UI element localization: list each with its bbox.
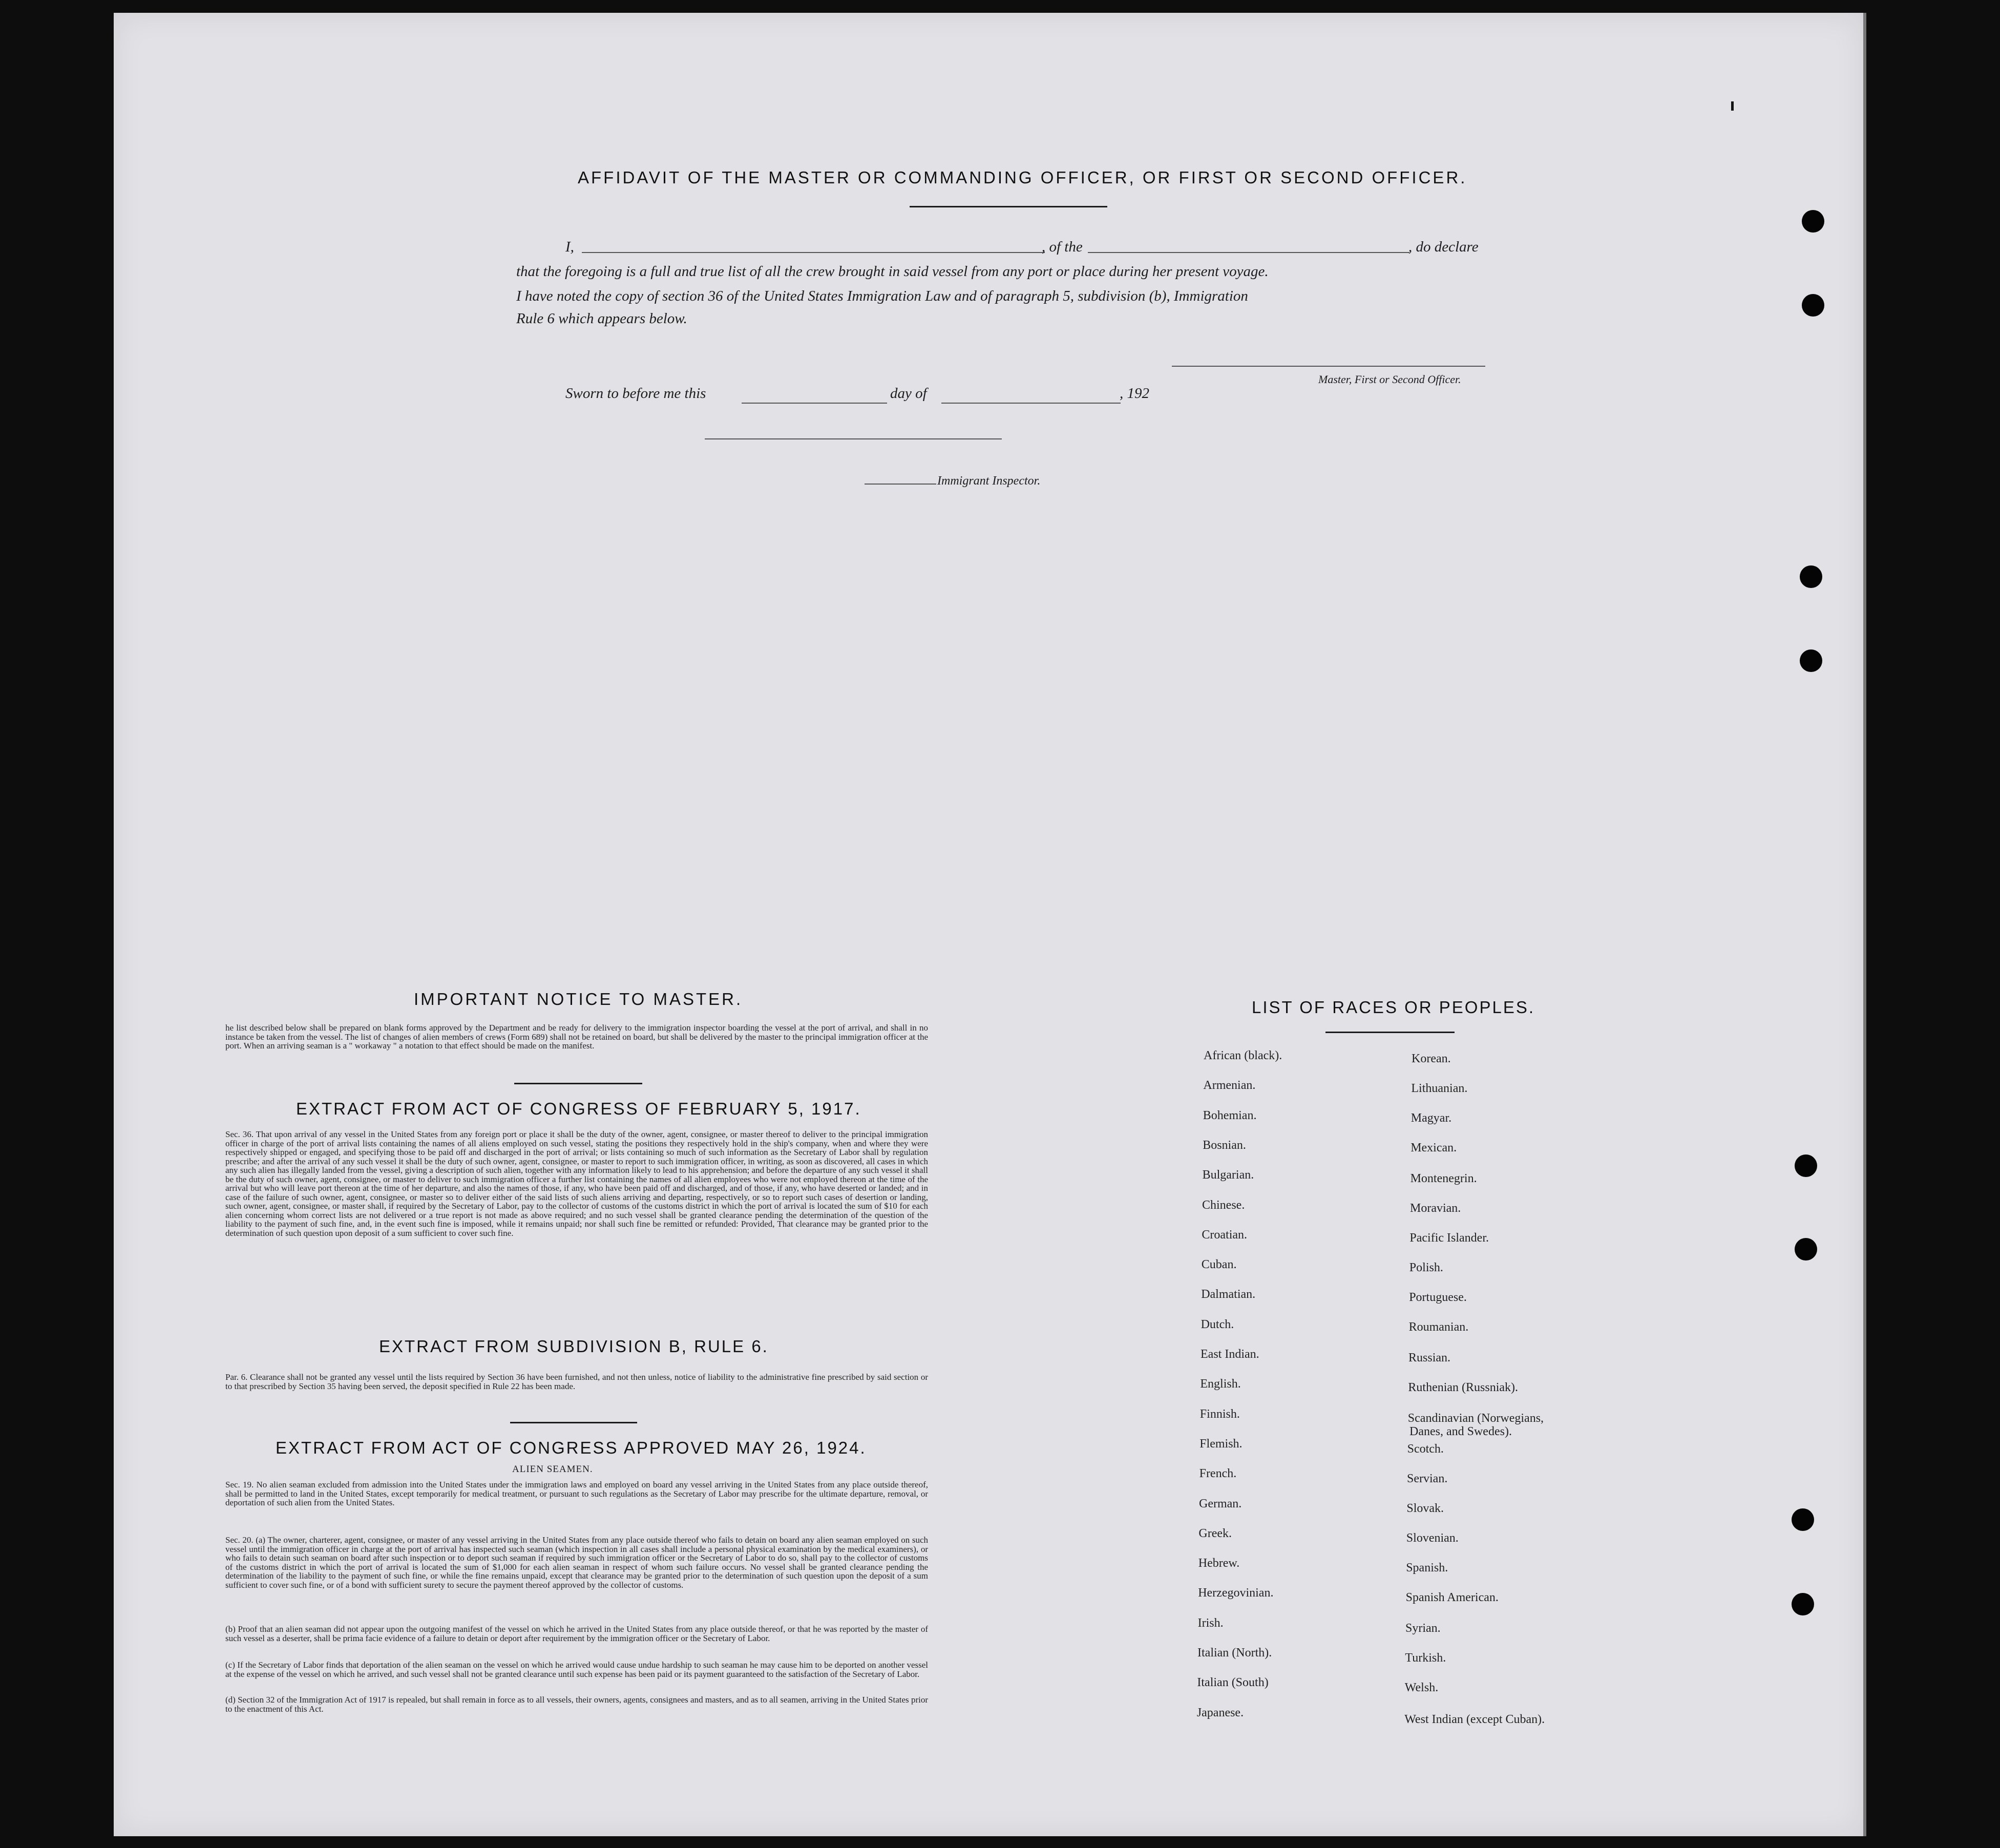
affidavit-line-3: I have noted the copy of section 36 of the United States Immigration Law and of paragraph 5, subdivision (b), Immigration: [516, 288, 1248, 304]
race-item: Italian (North).: [1197, 1646, 1272, 1660]
race-item: English.: [1200, 1377, 1241, 1391]
race-item: Magyar.: [1410, 1111, 1452, 1125]
corner-mark: [1731, 101, 1734, 111]
race-item: Portuguese.: [1409, 1291, 1467, 1304]
race-item: Russian.: [1408, 1351, 1451, 1364]
affidavit-of-the: , of the: [1042, 239, 1083, 255]
signature-line: [1172, 366, 1485, 367]
race-item: Finnish.: [1199, 1407, 1240, 1421]
race-item: Moravian.: [1410, 1202, 1461, 1215]
name-blank-line: [582, 252, 1045, 253]
race-item: French.: [1199, 1467, 1237, 1481]
day-blank-line: [742, 403, 887, 404]
race-item: African (black).: [1204, 1049, 1282, 1062]
punch-hole: [1800, 565, 1822, 588]
race-item: Syrian.: [1405, 1622, 1441, 1635]
notice-text: he list described below shall be prepared on blank forms approved by the Department and be ready for delivery to the immigration inspector boarding the vessel at the port of arrival, and shall in no instance be taken from the vessel. The list of changes of alien members of crews (Form 689) shall not be retained on board, but shall be delivered by the master to the principal immigration officer at the port. When an arriving seaman is a " workaway " a notation to that effect should be made on the manifest.: [225, 1023, 928, 1051]
year-label: , 192: [1120, 385, 1149, 402]
race-item: Servian.: [1407, 1472, 1448, 1485]
month-blank-line: [941, 403, 1121, 404]
race-item: Scandinavian (Norwegians,: [1407, 1412, 1544, 1425]
race-item: Slovak.: [1406, 1502, 1444, 1515]
races-title: LIST OF RACES OR PEOPLES.: [1252, 998, 1535, 1017]
race-item: West Indian (except Cuban).: [1404, 1713, 1545, 1726]
race-item: Turkish.: [1405, 1651, 1446, 1665]
extract-1917-title: EXTRACT FROM ACT OF CONGRESS OF FEBRUARY 5, 1917.: [296, 1099, 861, 1118]
race-item: Danes, and Swedes).: [1409, 1425, 1512, 1438]
divider: [910, 206, 1107, 207]
race-item: Bulgarian.: [1202, 1168, 1254, 1182]
day-of-label: day of: [890, 385, 927, 402]
race-item: Montenegrin.: [1410, 1172, 1477, 1185]
punch-hole: [1792, 1508, 1814, 1531]
affidavit-line-2: that the foregoing is a full and true list of all the crew brought in said vessel from any port or place during her present voyage.: [516, 263, 1269, 280]
race-item: Croatian.: [1202, 1228, 1248, 1242]
race-item: Korean.: [1412, 1052, 1451, 1065]
extract-1924-sec20c: (c) If the Secretary of Labor finds that deportation of the alien seaman on the vessel on which he arrived would cause undue hardship to such seaman he may cause him to be deported on another vessel at the expense of the vessel on which he arrived, and such vessel shall not be granted clearance until such expense has been paid or its payment guaranteed to the satisfaction of the Secretary of Labor.: [225, 1660, 928, 1679]
extract-rule6-title: EXTRACT FROM SUBDIVISION B, RULE 6.: [379, 1337, 769, 1356]
extract-1924-sec20b: (b) Proof that an alien seaman did not appear upon the outgoing manifest of the vessel on which he arrived in the United States from any place outside thereof, or that he was reported by the master of such vessel as a deserter, shall be prima facie evidence of a failure to detain or deport after requirement by the immigration officer or the Secretary of Labor.: [225, 1624, 928, 1643]
affidavit-line-4: Rule 6 which appears below.: [516, 310, 687, 327]
race-item: Irish.: [1197, 1616, 1224, 1630]
extract-1924-sec20a: Sec. 20. (a) The owner, charterer, agent, consignee, or master of any vessel arriving in the United States from any place outside thereof who fails to detain on board any alien seaman employed on such vessel until the immigration officer in charge at the port of arrival has inspected such seaman (which inspection in all cases shall include a personal physical examination by the medical examiners), or who fails to detain such seaman on board after such inspection or to deport such seaman if required by such immigration officer or the Secretary of Labor to do so, shall pay to the collector of customs of the customs district in which the port of arrival is located the sum of $1,000 for each alien seaman in respect of whom such failure occurs. No vessel shall be granted clearance pending the determination of the liability to the payment of such fine, or while the fine remains unpaid, except that clearance may be granted prior to the determination of such question upon the deposit of a sum sufficient to cover such fine, or of a bond with sufficient surety to secure the payment thereof approved by the collector of customs.: [225, 1535, 928, 1590]
extract-rule6-text: Par. 6. Clearance shall not be granted any vessel until the lists required by Section 36 have been furnished, and not then unless, notice of liability to the administrative fine prescribed by said section or to that prescribed by Section 35 having been served, the deposit specified in Rule 22 has been made.: [225, 1372, 928, 1391]
race-item: Lithuanian.: [1411, 1082, 1468, 1095]
race-item: Bosnian.: [1203, 1138, 1246, 1152]
race-item: Polish.: [1409, 1261, 1443, 1274]
inspector-short-line: [865, 484, 936, 485]
race-item: Cuban.: [1201, 1258, 1237, 1272]
race-item: Armenian.: [1203, 1079, 1256, 1093]
inspector-signature-line: [705, 438, 1002, 439]
inspector-caption: Immigrant Inspector.: [937, 474, 1041, 488]
race-item: Flemish.: [1199, 1437, 1243, 1451]
race-item: Spanish.: [1406, 1561, 1448, 1574]
extract-1924-sec20d: (d) Section 32 of the Immigration Act of 1917 is repealed, but shall remain in force as to all vessels, their owners, agents, consignees and masters, and as to all seamen, arriving in the United States prior to the enactment of this Act.: [225, 1695, 928, 1714]
race-item: Slovenian.: [1406, 1531, 1459, 1545]
race-item: Ruthenian (Russniak).: [1408, 1381, 1519, 1394]
race-item: Chinese.: [1202, 1198, 1245, 1212]
race-item: Dalmatian.: [1201, 1288, 1256, 1301]
extract-1924-title: EXTRACT FROM ACT OF CONGRESS APPROVED MAY 26, 1924.: [276, 1438, 867, 1457]
extract-1924-sec19: Sec. 19. No alien seaman excluded from admission into the United States under the immigration laws and employed on board any vessel arriving in the United States from any place outside thereof, shall be permitted to land in the United States, except temporarily for medical treatment, or pursuant to such regulations as the Secretary of Labor may prescribe for the ultimate departure, removal, or deportation of such alien from the United States.: [225, 1480, 928, 1507]
affidavit-i-label: I,: [565, 239, 574, 255]
affidavit-title: AFFIDAVIT OF THE MASTER OR COMMANDING OFFICER, OR FIRST OR SECOND OFFICER.: [578, 168, 1467, 187]
vessel-blank-line: [1088, 252, 1409, 253]
race-item: Spanish American.: [1405, 1591, 1499, 1604]
race-item: Scotch.: [1407, 1442, 1444, 1456]
race-item: Welsh.: [1404, 1681, 1439, 1694]
race-item: Japanese.: [1196, 1706, 1244, 1719]
race-item: Pacific Islander.: [1409, 1231, 1489, 1245]
divider: [514, 1083, 642, 1084]
notice-title: IMPORTANT NOTICE TO MASTER.: [414, 990, 743, 1009]
punch-hole: [1800, 649, 1822, 672]
punch-hole: [1792, 1593, 1814, 1615]
alien-seamen-subtitle: ALIEN SEAMEN.: [512, 1464, 593, 1475]
master-caption: Master, First or Second Officer.: [1318, 373, 1461, 386]
punch-hole: [1795, 1154, 1817, 1177]
race-item: Roumanian.: [1408, 1320, 1469, 1334]
punch-hole: [1802, 210, 1824, 233]
race-item: Herzegovinian.: [1198, 1586, 1274, 1600]
sworn-label: Sworn to before me this: [565, 385, 706, 402]
race-item: Dutch.: [1201, 1317, 1234, 1331]
page-edge: [1863, 13, 1866, 1836]
race-item: Bohemian.: [1203, 1108, 1257, 1122]
race-item: Hebrew.: [1198, 1557, 1240, 1570]
race-item: East Indian.: [1201, 1348, 1259, 1361]
race-item: Greek.: [1198, 1526, 1232, 1540]
affidavit-do-declare: , do declare: [1408, 239, 1479, 255]
divider: [510, 1422, 637, 1423]
race-item: German.: [1199, 1497, 1242, 1510]
punch-hole: [1802, 294, 1824, 317]
race-item: Italian (South): [1197, 1676, 1269, 1690]
race-item: Mexican.: [1410, 1141, 1457, 1154]
extract-1917-text: Sec. 36. That upon arrival of any vessel in the United States from any foreign port or place it shall be the duty of the owner, agent, consignee, or master thereof to deliver to the principal immigration officer in charge of the port of arrival lists containing the names of all aliens employed on such vessel, stating the positions they respectively hold in the ship's company, when and where they were respectively shipped or engaged, and specifying those to be paid off and discharged in the port of arrival; or lists containing so much of such information as the Secretary of Labor shall by regulation prescribe; and after the arrival of any such vessel it shall be the duty of such owner, agent, consignee, or master to report to such immigration officer, in writing, as soon as discovered, all cases in which any such alien has illegally landed from the vessel, giving a description of such alien, together with any information likely to lead to his apprehension; and before the departure of any such vessel it shall be the duty of such owner, agent, consignee, or master to deliver to such immigration officer a further list containing the names of all alien employees who were not employed thereon at the time of the arrival but who will leave port thereon at the time of her departure, and also the names of those, if any, who have been paid off and discharged, and of those, if any, who have deserted or landed; and in case of the failure of such owner, agent, consignee, or master so to deliver either of the said lists of such aliens arriving and departing, respectively, or so to report such cases of desertion or landing, such owner, agent, consignee, or master shall, if required by the Secretary of Labor, pay to the collector of customs of the customs district in which the port of arrival is located the sum of $10 for each alien concerning whom correct lists are not delivered or a true report is not made as above required; and no such vessel shall be granted clearance pending the determination of the question of the liability to the payment of such fine, and, in the event such fine is imposed, while it remains unpaid; nor shall such fine be remitted or refunded: Provided, That clearance may be granted prior to the determination of such question upon deposit of a sum sufficient to cover such fine.: [225, 1129, 928, 1238]
punch-hole: [1795, 1238, 1817, 1261]
divider: [1325, 1032, 1455, 1033]
